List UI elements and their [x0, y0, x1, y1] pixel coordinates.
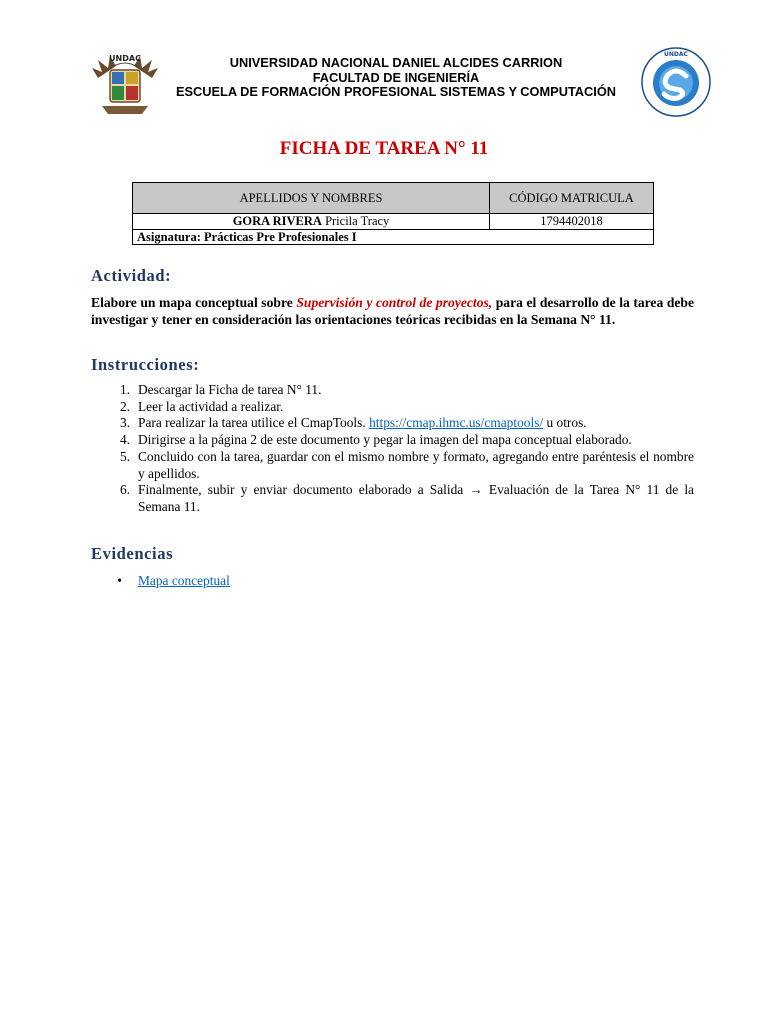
- student-surname: GORA RIVERA: [232, 214, 322, 228]
- list-item: [91, 482, 694, 515]
- list-item-text-start: Para realizar la tarea utilice el CmapTools.: [138, 415, 370, 431]
- evidence-list: [91, 573, 230, 589]
- school-circle-logo: [640, 46, 712, 118]
- actividad-text: [91, 294, 694, 328]
- list-item: [91, 449, 694, 482]
- list-item: [91, 573, 230, 589]
- cmaptools-link[interactable]: https://cmap.ihmc.us/cmaptools/: [369, 415, 544, 431]
- student-code: 1794402018: [490, 214, 654, 230]
- list-item-text: Descargar la Ficha de tarea N° 11.: [138, 382, 322, 397]
- list-item: [91, 415, 694, 432]
- list-item-text: Finalmente, subir y enviar documento elaborado a Salida → Evaluación de la Tarea N° 11 de la Semana 11.: [138, 482, 694, 514]
- evidencias-heading: Evidencias: [91, 544, 174, 563]
- student-given-names: Pricila Tracy: [321, 214, 390, 228]
- list-item-number: 6.: [119, 482, 130, 498]
- institution-header: [160, 56, 632, 100]
- school-name: ESCUELA DE FORMACIÓN PROFESIONAL SISTEMAS Y COMPUTACIÓN: [175, 84, 617, 99]
- actividad-text-start: Elabore un mapa conceptual sobre: [91, 295, 297, 310]
- list-item: [91, 382, 694, 399]
- actividad-text-end: para el desarrollo de la tarea debe investigar y tener en consideración las orientaciones teóricas recibidas en la Semana N° 11.: [91, 295, 695, 327]
- undac-crest-logo: [90, 48, 160, 118]
- list-item-text-end: u otros.: [543, 415, 587, 431]
- logo-right-text: UNDAC: [664, 51, 688, 58]
- actividad-heading: Actividad:: [91, 266, 172, 285]
- instructions-list: [91, 382, 694, 516]
- student-info-table: [132, 182, 654, 245]
- list-item-text: Dirigirse a la página 2 de este documento y pegar la imagen del mapa conceptual elaborado.: [138, 432, 632, 448]
- col-names-header: APELLIDOS Y NOMBRES: [133, 183, 490, 214]
- col-code-header: CÓDIGO MATRICULA: [490, 183, 654, 214]
- list-item-text: [138, 415, 694, 432]
- student-name: [133, 214, 490, 230]
- list-item-number: 5.: [119, 448, 130, 464]
- list-item-number: 4.: [119, 432, 130, 448]
- list-item-number: 1.: [119, 382, 130, 397]
- logo-left-text: UNDAC: [109, 54, 141, 63]
- list-item-text: Concluido con la tarea, guardar con el mismo nombre y formato, agregando entre paréntesis el nombre y apellidos.: [138, 448, 694, 481]
- instrucciones-heading: Instrucciones:: [91, 355, 200, 374]
- mapa-conceptual-link[interactable]: Mapa conceptual: [138, 573, 230, 588]
- list-item-number: 2.: [119, 398, 130, 414]
- list-item-text: Leer la actividad a realizar.: [138, 398, 284, 414]
- university-name: UNIVERSIDAD NACIONAL DANIEL ALCIDES CARRION: [229, 55, 563, 70]
- list-item-number: 3.: [119, 415, 130, 431]
- subject: Asignatura: Prácticas Pre Profesionales I: [133, 230, 654, 245]
- actividad-topic: Supervisión y control de proyectos,: [296, 295, 493, 310]
- list-item: [91, 399, 694, 416]
- faculty-name: FACULTAD DE INGENIERÍA: [312, 69, 480, 85]
- page-title: FICHA DE TAREA N° 11: [279, 138, 489, 159]
- bullet-icon: •: [117, 573, 122, 588]
- list-item: [91, 432, 694, 449]
